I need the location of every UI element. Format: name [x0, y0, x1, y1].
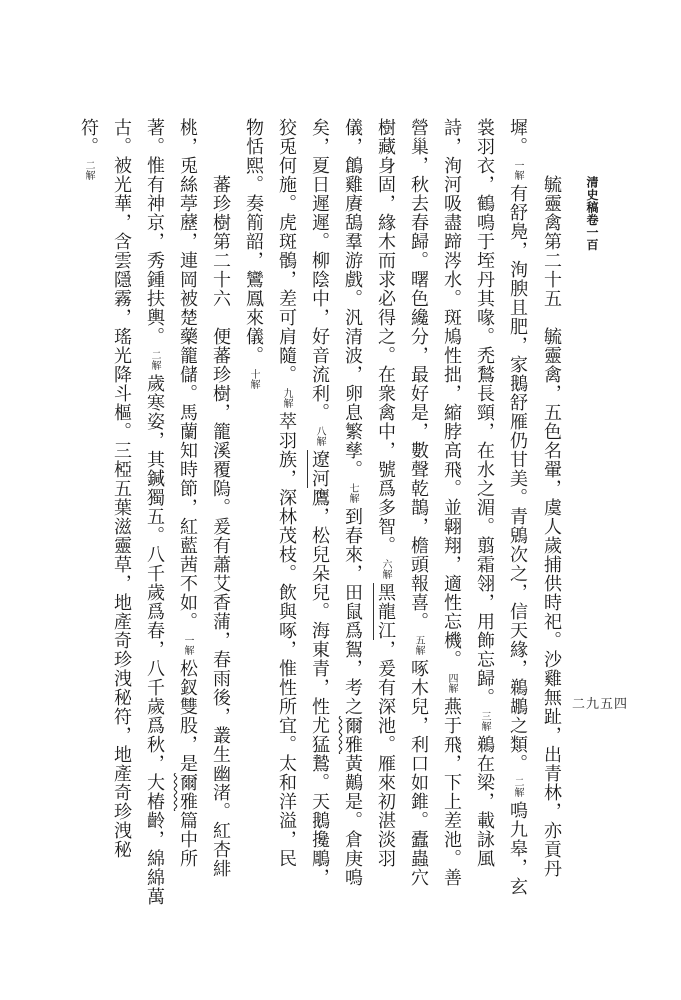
column-text: 樹藏身固，緣木而求必得之。在衆禽中，號爲多智。	[375, 118, 396, 555]
stanza-marker: 八解	[314, 426, 325, 446]
text-column-13	[141, 118, 167, 906]
text-column-12	[174, 118, 200, 868]
stanza-marker: 二解	[83, 160, 94, 180]
column-text: 裳羽衣，鶴鳴于垤丹其喙。禿鶖長頸，在水之湄。翦霜翎，用飾忘歸。	[474, 118, 495, 707]
song-title-line: 蕃珍樹第二十六 便蕃珍樹，籠溪覆隖。爰有蕭艾香蒲，春雨後，叢生幽渚。紅杏緋	[210, 175, 231, 878]
column-text: 鷹，松兒朵兒。海東青，性尤猛鷙。天鵝攙鵰，	[309, 488, 330, 887]
stanza-marker: 十解	[248, 369, 259, 389]
column-text: 矣，夏日遲遲。柳陰中，好音流利。	[309, 118, 330, 422]
proper-noun-mark: 遼河	[309, 450, 330, 488]
column-text: 到春來，田鼠爲鴽，考之	[342, 507, 363, 716]
column-text: 歲寒姿，其鍼獨五。八千歲爲春，八千歲爲秋，大椿齡，綿綿萬	[144, 374, 165, 906]
book-title-mark: 爾雅	[177, 773, 198, 811]
song-title-line: 毓靈禽第二十五 毓靈禽，五色名翬，虞人歲捕供時祀。沙雞無趾，出青林，亦貢丹	[541, 175, 562, 878]
text-column-15	[75, 118, 101, 184]
column-text: 詩，洵河吸盡蹄涔水。斑鳩性拙，縮脖高飛。並翺翔，適性忘機。	[441, 118, 462, 669]
running-title: 清史稿卷一百	[585, 176, 599, 251]
text-column-6	[372, 118, 398, 868]
page-number: 二九五四	[572, 697, 629, 712]
column-text: 營巢，秋去春歸。曙色纔分，最好是，數聲乾鵲，檐頭報喜。	[408, 118, 429, 631]
column-text: 松釵雙股，是	[177, 659, 198, 773]
text-column-4	[438, 118, 464, 887]
text-column-14	[108, 118, 134, 859]
column-text: 桃，兎絲葶藶，連岡被楚藥籠儲。馬蘭知時節，紅藍茜不如。	[177, 118, 198, 631]
stanza-marker: 二解	[149, 350, 160, 370]
text-column-3	[471, 118, 497, 868]
text-column-2	[504, 118, 530, 896]
column-text: 鵜在梁，載詠風	[474, 735, 495, 868]
column-text: 狡兎何施。虎斑鶻，差可肩隨。	[276, 118, 297, 384]
text-column-5	[405, 118, 431, 887]
column-text: 鳴九皋，玄	[507, 801, 528, 896]
column-text: 有舒鳧，洵腴且肥，家鵝舒雁仍甘美。青鶂次之，信天緣，鵜鶘之類。	[507, 184, 528, 773]
column-text: 物恬熙。奏箾韶，鸞鳳來儀。	[243, 118, 264, 365]
stanza-marker: 四解	[446, 673, 457, 693]
stanza-marker: 五解	[413, 635, 424, 655]
stanza-marker: 三解	[479, 711, 490, 731]
column-text: 黃鷬是。倉庚鳴	[342, 754, 363, 887]
column-text: 古。被光華，含雲隱霧，瑤光降斗樞。三椏五葉滋靈草，地產奇珍洩秘符，地產奇珍洩秘	[111, 118, 132, 859]
text-column-8	[306, 118, 332, 887]
column-text: ，爰有深池。雁來初湛淡羽	[375, 640, 396, 868]
column-text: 墀。	[507, 118, 528, 156]
proper-noun-mark: 黑龍江	[375, 583, 396, 640]
text-column-10	[240, 118, 266, 393]
stanza-marker: 六解	[380, 559, 391, 579]
column-text: 符。	[78, 118, 99, 156]
stanza-marker: 一解	[512, 160, 523, 180]
column-text: 著。惟有神京，秀鍾扶輿。	[144, 118, 165, 346]
column-text: 篇中所	[177, 811, 198, 868]
text-column-7	[339, 118, 365, 887]
column-text: 燕于飛，下上差池。善	[441, 697, 462, 887]
column-text: 萃羽族，深林茂枝。飲與啄，惟性所宜。太和洋溢，民	[276, 412, 297, 868]
column-text: 啄木兒，利口如錐。蠹蟲穴	[408, 659, 429, 887]
text-column-1	[538, 175, 564, 878]
stanza-marker: 九解	[281, 388, 292, 408]
text-column-9	[273, 118, 299, 868]
stanza-marker: 二解	[512, 777, 523, 797]
text-column-11	[207, 175, 233, 878]
stanza-marker: 一解	[182, 635, 193, 655]
column-text: 儀，鶬雞賡鴰羣游戲。汎清波，卵息繁孳。	[342, 118, 363, 479]
stanza-marker: 七解	[347, 483, 358, 503]
book-title-mark: 爾雅	[342, 716, 363, 754]
